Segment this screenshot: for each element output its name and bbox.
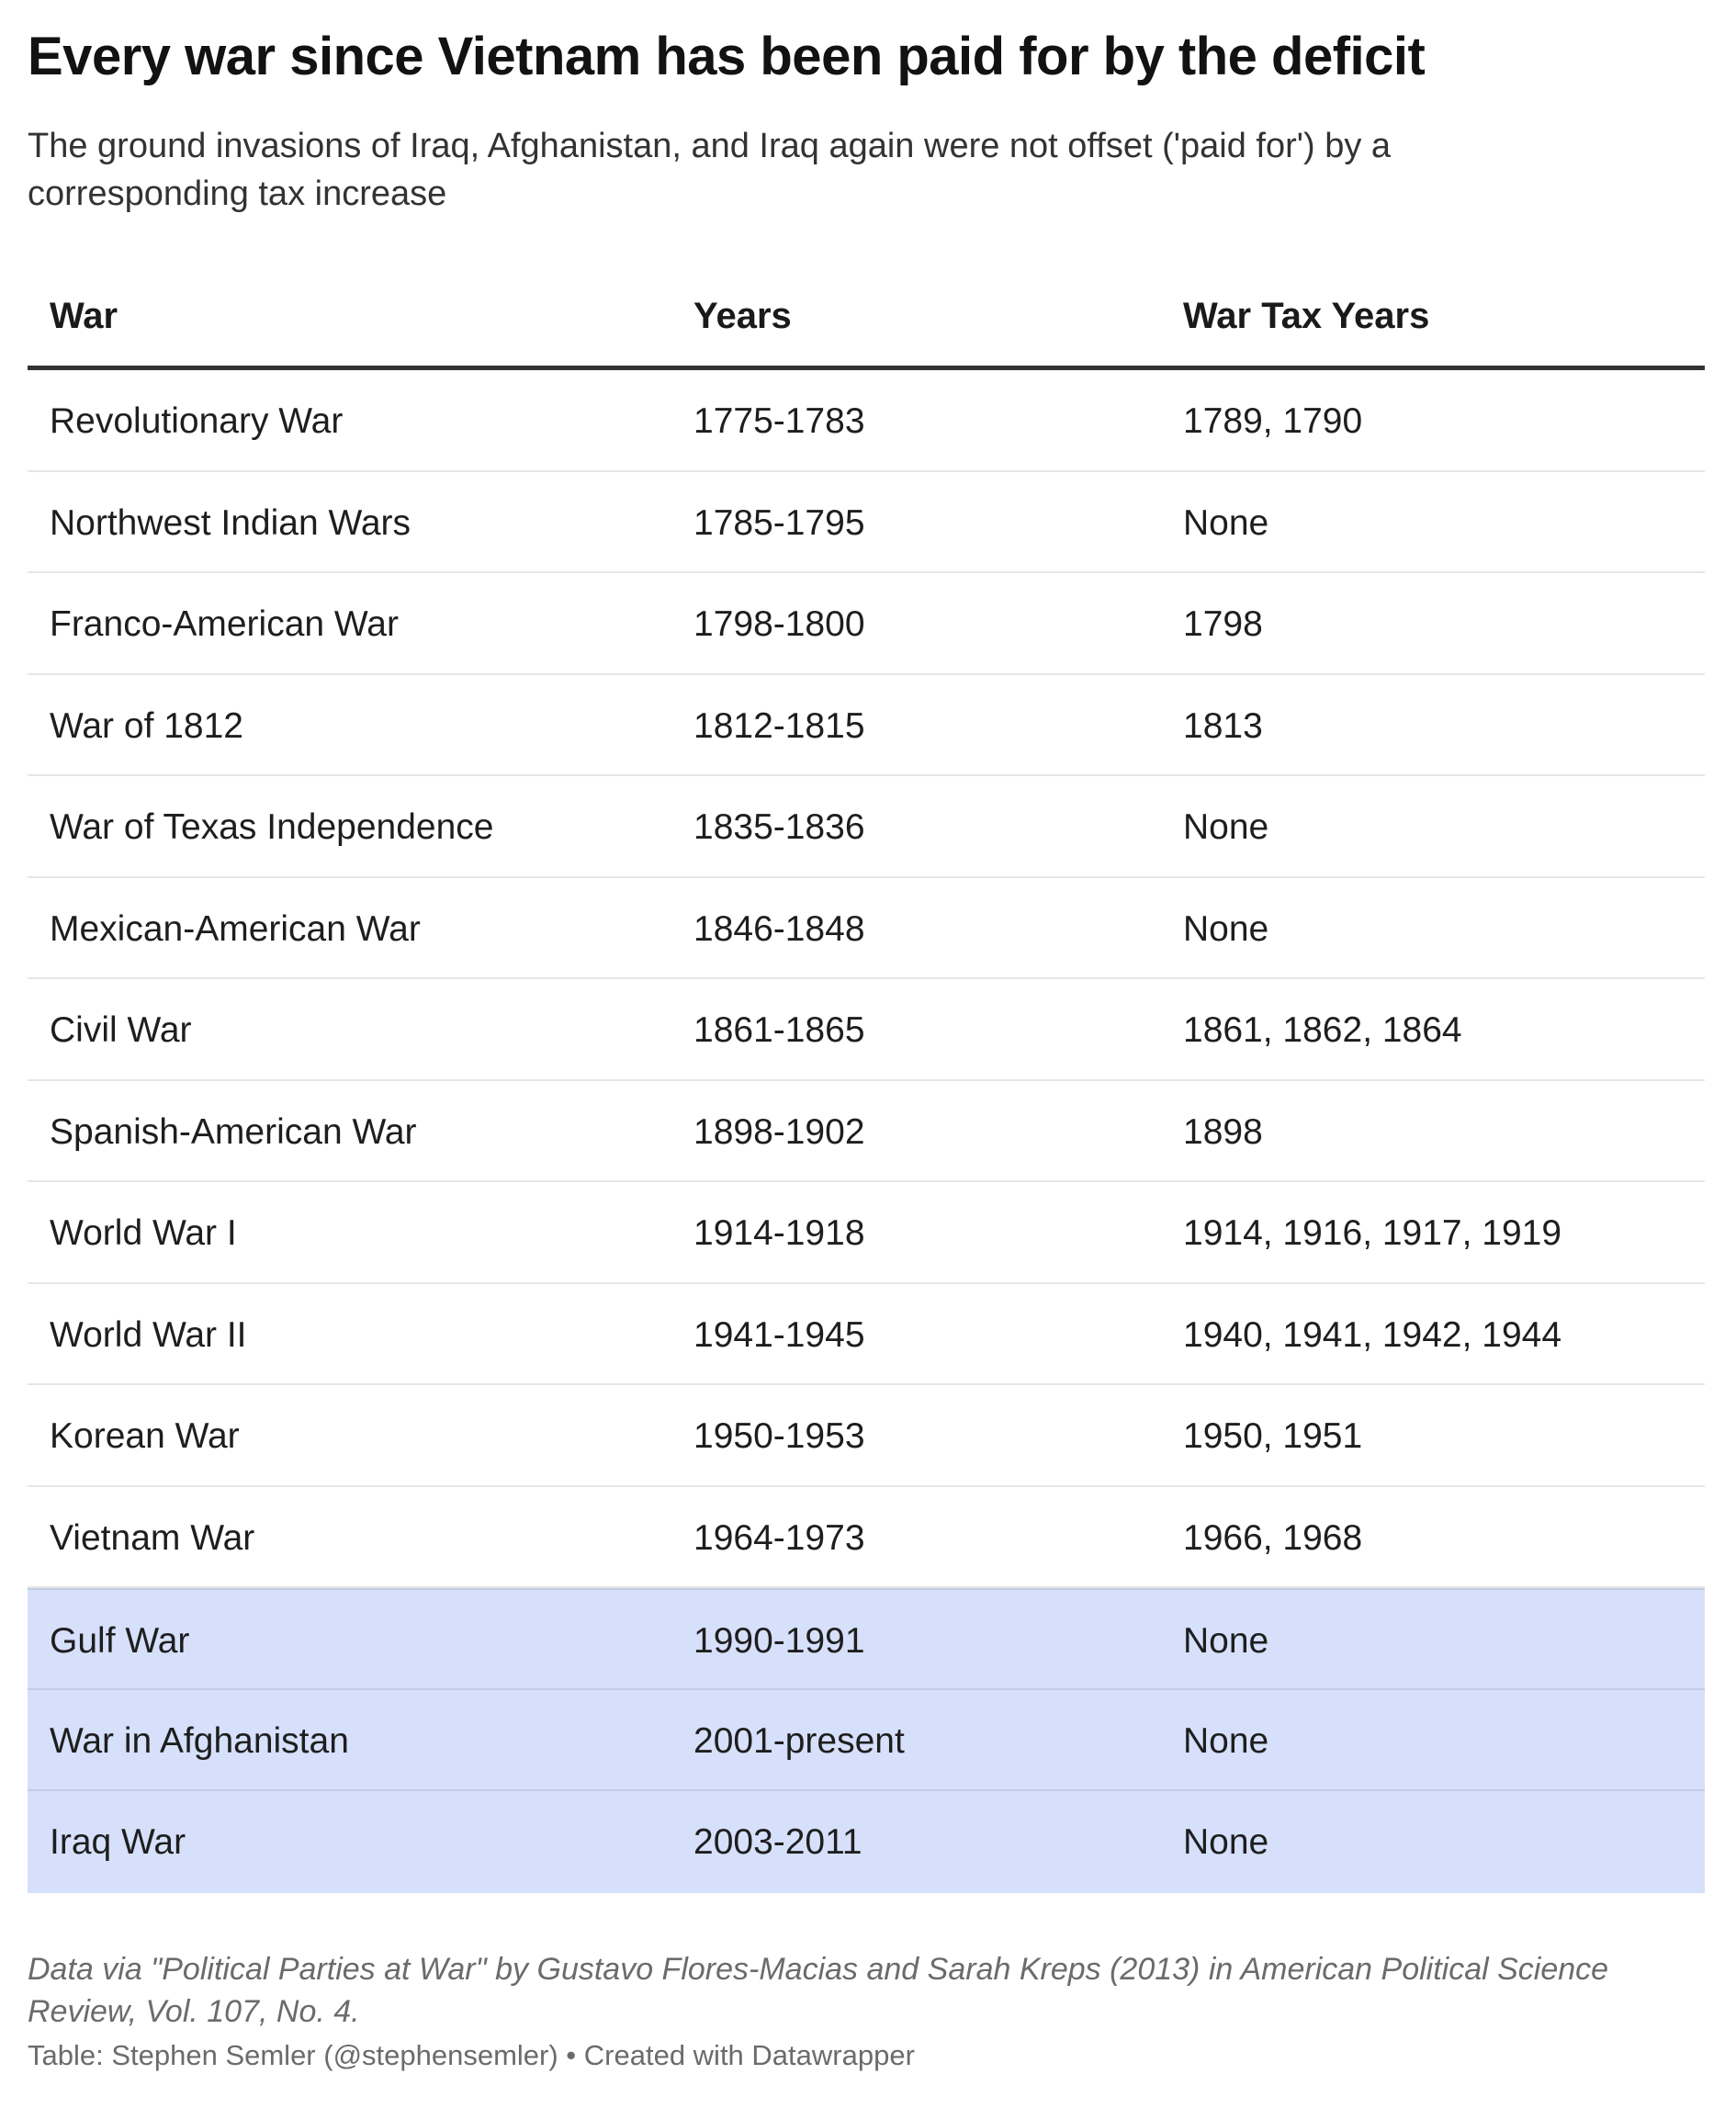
table-row — [28, 370, 1705, 472]
table-row — [28, 1081, 1705, 1183]
cell-war-tax-years: 1898 — [1183, 1111, 1263, 1152]
cell-war: Mexican-American War — [50, 908, 421, 949]
table-row — [28, 878, 1705, 980]
cell-war: Gulf War — [50, 1621, 190, 1661]
table-row — [28, 776, 1705, 878]
source-notes: Data via "Political Parties at War" by Gustavo Flores-Macias and Sarah Kreps (2013) in American Political Science Review, Vol. 107, No. 4. — [28, 1952, 1609, 2029]
cell-war: World War I — [50, 1213, 237, 1253]
cell-war-tax-years: 1966, 1968 — [1183, 1517, 1363, 1558]
cell-war-tax-years: 1813 — [1183, 705, 1263, 746]
cell-years: 1950-1953 — [693, 1416, 865, 1456]
cell-war-tax-years: None — [1183, 502, 1269, 543]
chart-title: Every war since Vietnam has been paid for by the deficit — [28, 27, 1426, 86]
cell-years: 1775-1783 — [693, 401, 865, 441]
cell-war: Civil War — [50, 1010, 192, 1050]
cell-war: War in Afghanistan — [50, 1720, 349, 1761]
cell-war: Revolutionary War — [50, 401, 344, 441]
cell-years: 1835-1836 — [693, 807, 865, 847]
cell-years: 1964-1973 — [693, 1517, 865, 1558]
table-body — [28, 370, 1705, 1893]
cell-war-tax-years: 1914, 1916, 1917, 1919 — [1183, 1213, 1562, 1253]
chart-subtitle: The ground invasions of Iraq, Afghanistan, and Iraq again were not offset ('paid for') by a corresponding tax increase — [28, 127, 1392, 213]
cell-war: World War II — [50, 1314, 247, 1355]
cell-war-tax-years: None — [1183, 807, 1269, 847]
cell-years: 1914-1918 — [693, 1213, 865, 1253]
table-row — [28, 1487, 1705, 1589]
cell-war-tax-years: 1861, 1862, 1864 — [1183, 1010, 1462, 1050]
table-row — [28, 1588, 1705, 1690]
cell-war: Northwest Indian Wars — [50, 502, 411, 543]
cell-years: 2001-present — [693, 1720, 905, 1761]
column-header-years: Years — [693, 296, 792, 336]
cell-war: Spanish-American War — [50, 1111, 417, 1152]
table-row — [28, 979, 1705, 1081]
cell-years: 1898-1902 — [693, 1111, 865, 1152]
cell-years: 1798-1800 — [693, 604, 865, 644]
cell-years: 1846-1848 — [693, 908, 865, 949]
cell-war: Vietnam War — [50, 1517, 255, 1558]
cell-war-tax-years: None — [1183, 908, 1269, 949]
cell-war-tax-years: None — [1183, 1720, 1269, 1761]
cell-war-tax-years: 1798 — [1183, 604, 1263, 644]
cell-war-tax-years: 1789, 1790 — [1183, 401, 1363, 441]
data-table — [28, 276, 1705, 1893]
credit-line: Table: Stephen Semler (@stephensemler) • Created with Datawrapper — [28, 2039, 915, 2071]
cell-war-tax-years: 1950, 1951 — [1183, 1416, 1363, 1456]
cell-years: 1785-1795 — [693, 502, 865, 543]
cell-war-tax-years: 1940, 1941, 1942, 1944 — [1183, 1314, 1562, 1355]
table-row — [28, 1385, 1705, 1487]
cell-war: Korean War — [50, 1416, 240, 1456]
cell-war: War of 1812 — [50, 705, 243, 746]
cell-war-tax-years: None — [1183, 1822, 1269, 1862]
cell-years: 2003-2011 — [693, 1822, 862, 1862]
table-row — [28, 573, 1705, 675]
cell-years: 1812-1815 — [693, 705, 865, 746]
table-row — [28, 1791, 1705, 1893]
table-header — [28, 276, 1705, 370]
table-row — [28, 675, 1705, 777]
table-row — [28, 472, 1705, 574]
cell-war: Franco-American War — [50, 604, 399, 644]
cell-years: 1990-1991 — [693, 1621, 865, 1661]
cell-war: Iraq War — [50, 1822, 186, 1862]
cell-war-tax-years: None — [1183, 1621, 1269, 1661]
cell-years: 1861-1865 — [693, 1010, 865, 1050]
table-row — [28, 1182, 1705, 1284]
column-header-war: War — [50, 296, 118, 336]
table-row — [28, 1690, 1705, 1792]
column-header-war-tax-years: War Tax Years — [1183, 296, 1430, 336]
table-row — [28, 1284, 1705, 1386]
cell-years: 1941-1945 — [693, 1314, 865, 1355]
cell-war: War of Texas Independence — [50, 807, 494, 847]
